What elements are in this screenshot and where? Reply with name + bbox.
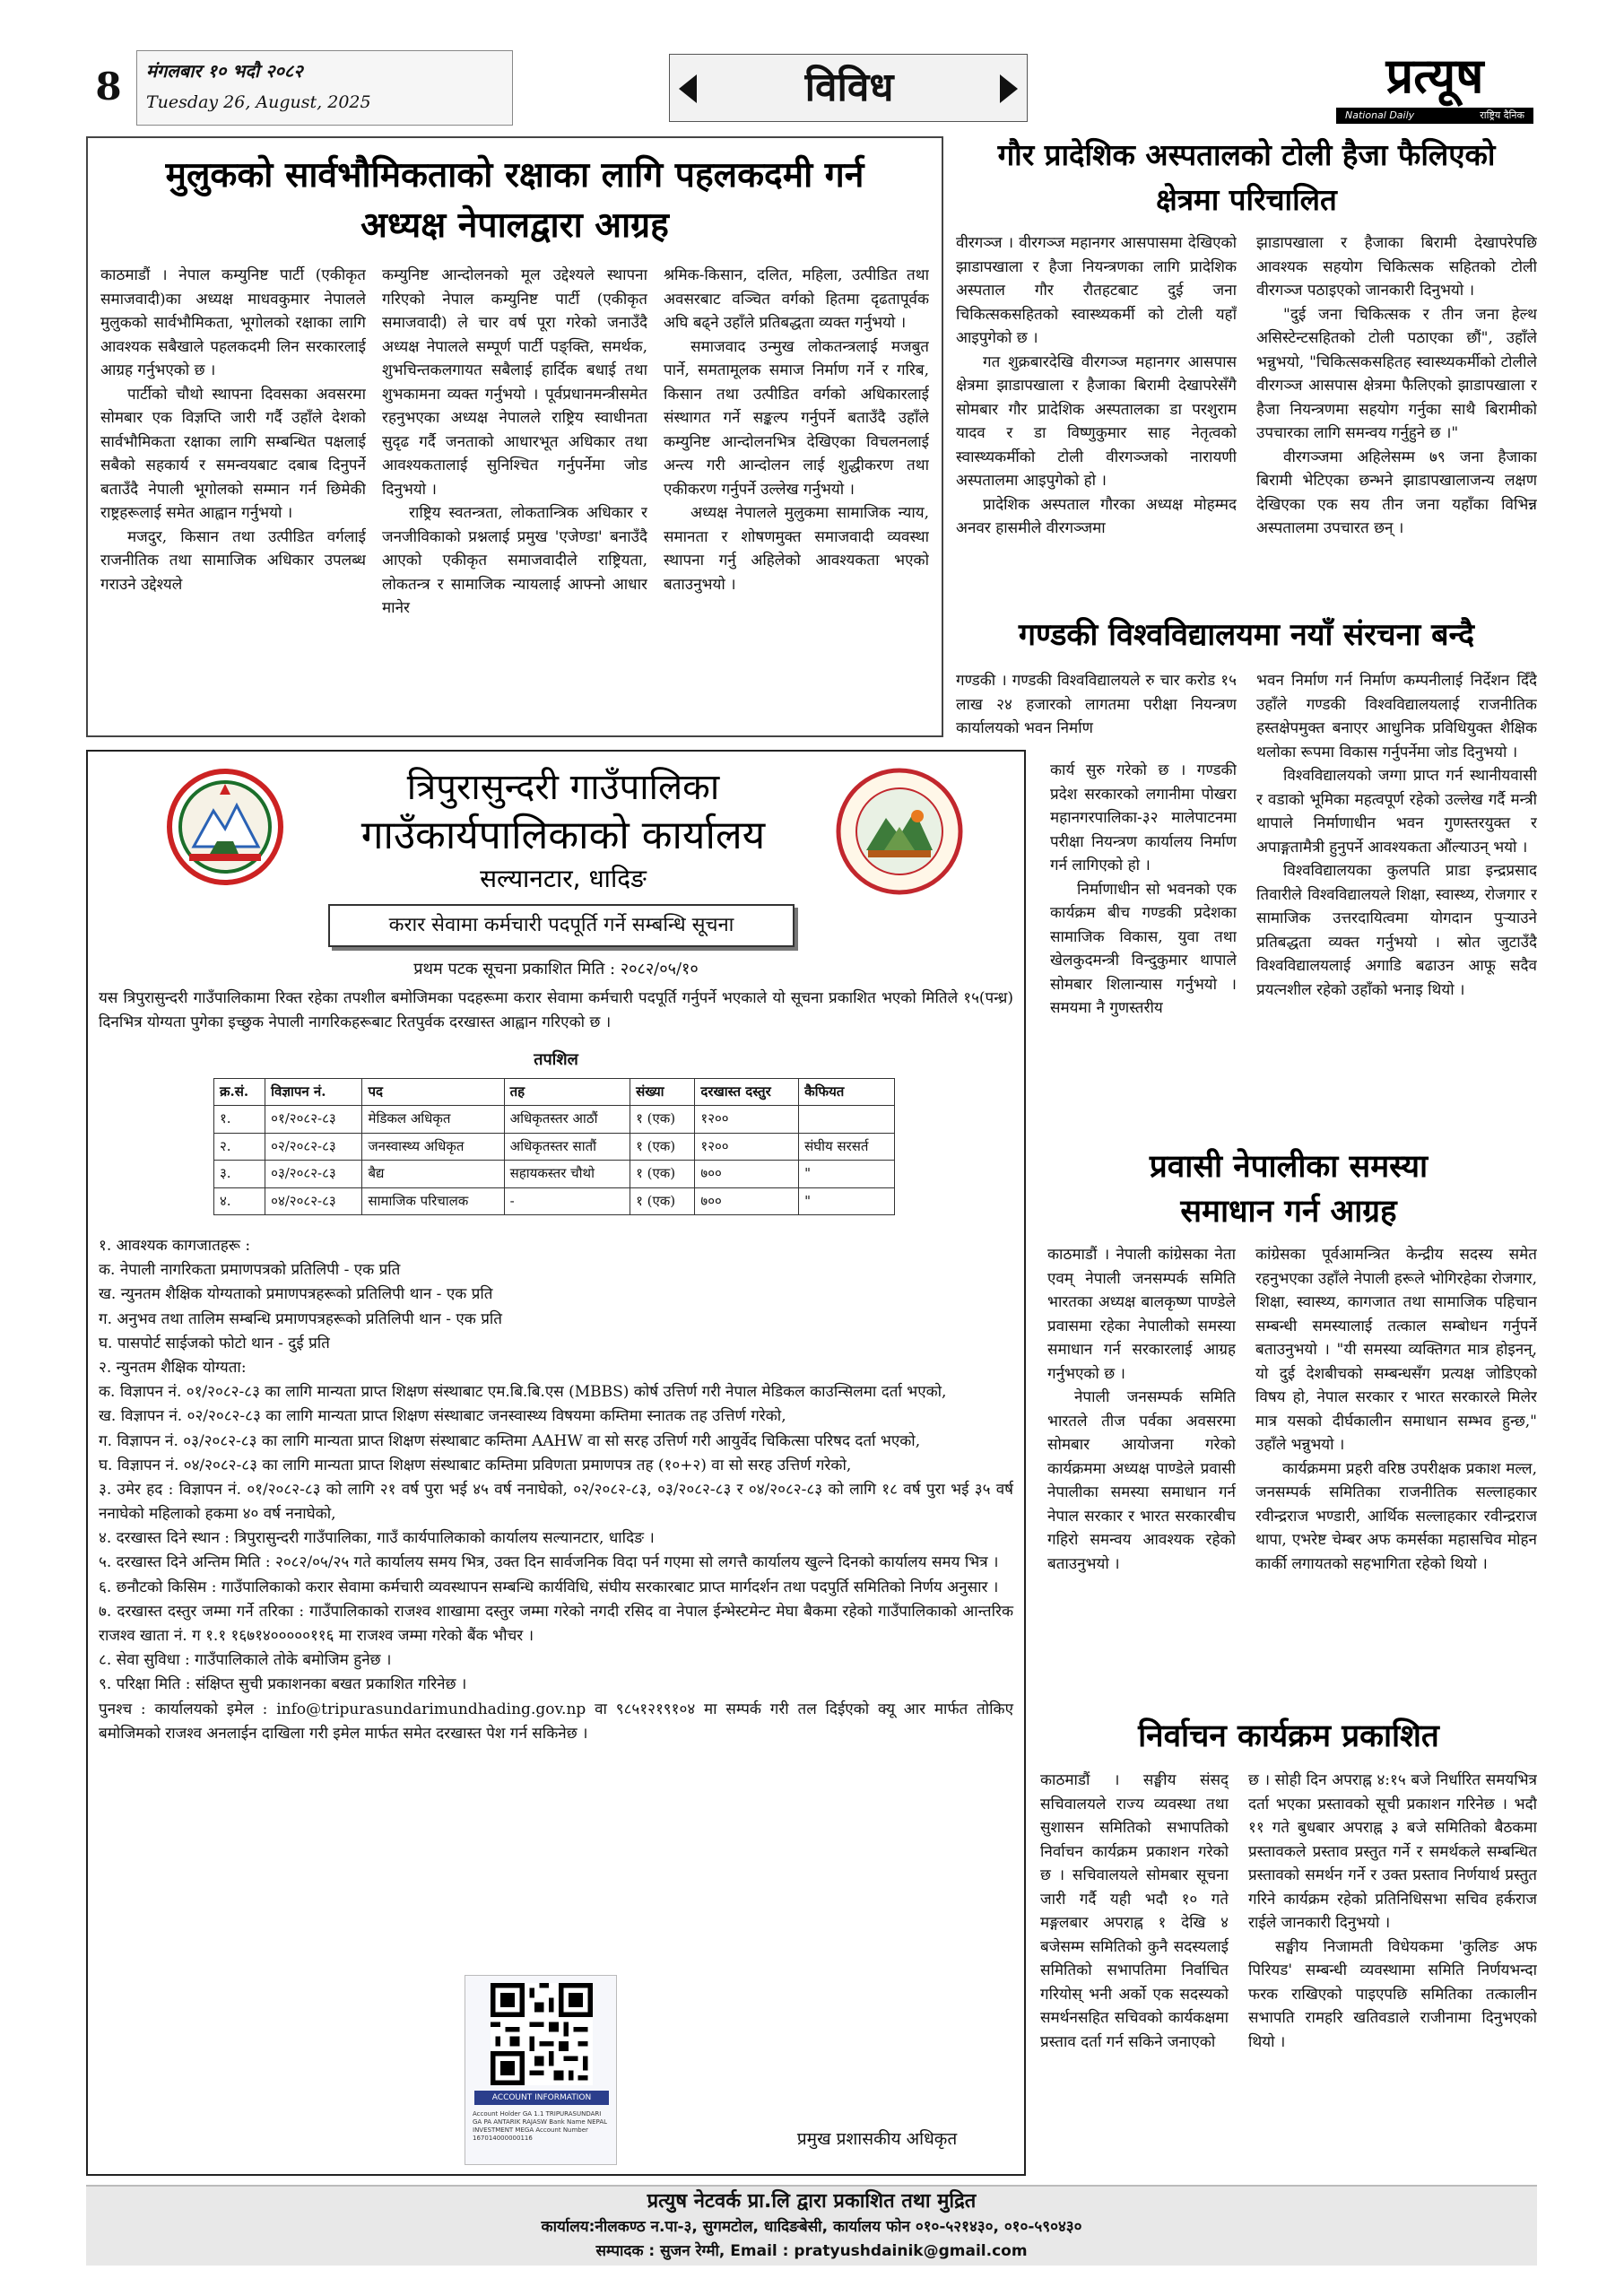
table-cell: बैद्य: [362, 1161, 504, 1187]
qr-code-icon: [491, 1983, 593, 2085]
table-header-cell: संख्या: [630, 1079, 695, 1106]
office-name: गाउँकार्यपालिकाको कार्यालय: [360, 813, 766, 858]
article-gandaki-university: [956, 610, 1537, 1157]
article-column-1: [1040, 1769, 1229, 2163]
article-election: [1040, 1709, 1537, 2176]
logo-sub-right: राष्ट्रिय दैनिक: [1480, 109, 1524, 121]
first-publication-date: प्रथम पटक सूचना प्रकाशित मिति : २०८२/०५/१०: [413, 960, 699, 978]
paragraph: सङ्घीय निजामती विधेयकमा 'कुलिङ अफ पिरियड' सम्बन्धी व्यवस्थामा समिति निर्णयभन्दा फरक राखिएको पाइएपछि समितिका तत्कालीन सभापति रामहरि खतिवडाले राजीनामा दिनुभएको थियो ।: [1248, 1937, 1537, 2051]
article-column-1: [956, 231, 1237, 626]
table-cell: अधिकृतस्तर सातौं: [504, 1133, 630, 1160]
table-cell: अधिकृतस्तर आठौं: [504, 1106, 630, 1133]
left-arrow-icon: [679, 74, 697, 103]
notice-line: घ. विज्ञापन नं. ०४/२०८२-८३ का लागि मान्यता प्राप्त शिक्षण संस्थाबाट कम्तिमा प्रविणता प्रमाणपत्र तह (१०+२) वा सो सरह उत्तिर्ण गरेको,: [99, 1456, 852, 1474]
article-lead: [956, 669, 1237, 759]
paragraph: नेपाली जनसम्पर्क समिति भारतले तीज पर्वका अवसरमा सोमबार आयोजना गरेको कार्यक्रममा अध्यक्ष पाण्डेले प्रवासी नेपालीका समस्या समाधान गर्न नेपाल सरकार र भारत सरकारबीच गहिरो समन्वय आवश्यक रहेको बताउनुभयो ।: [1047, 1388, 1236, 1573]
paragraph: प्रादेशिक अस्पताल गौरका अध्यक्ष मोहम्मद अनवर हासमीले वीरगञ्जमा: [956, 495, 1237, 538]
date-english: Tuesday 26, August, 2025: [146, 92, 371, 112]
article-body: [956, 231, 1537, 626]
notice-line: ग. विज्ञापन नं. ०३/२०८२-८३ का लागि मान्यता प्राप्त शिक्षण संस्थाबाट कम्तिमा AAHW वा सो सरह उत्तिर्ण गरी आयुर्वेद चिकित्सा परिषद दर्ता भएको,: [99, 1431, 921, 1450]
notice-line: १. आवश्यक कागजातहरू :: [99, 1237, 251, 1255]
article-headline: [1040, 1144, 1537, 1234]
notice-line: २. न्युनतम शैक्षिक योग्यता:: [99, 1358, 247, 1377]
table-header-row: [214, 1079, 895, 1106]
logo-band: [1336, 108, 1533, 124]
notice-line: ७. दरखास्त दस्तुर जम्मा गर्ने तरिका : गाउँपालिकाको राजश्व शाखामा दस्तुर जम्मा गरेको नगदी रसिद वा नेपाल ईन्भेस्टमेन्ट मेघा बैकमा रहेको गाउँपालिकाको आन्तरिक राजश्व खाता नं. ग १.१ १६७१४०००००११६ मा राजश्व जम्मा गरेको बैंक भौचर ।: [99, 1602, 1013, 1645]
table-cell: जनस्वास्थ्य अधिकृत: [362, 1133, 504, 1160]
table-cell: ४.: [214, 1187, 265, 1214]
notice-line: ख. विज्ञापन नं. ०२/२०८२-८३ का लागि मान्यता प्राप्त शिक्षण संस्थाबाट जनस्वास्थ्य विषयमा कम्तिमा स्नातक तह उत्तिर्ण गरेको,: [99, 1407, 786, 1426]
notice-line: ग. अनुभव तथा तालिम सम्बन्धि प्रमाणपत्रहरूको प्रतिलिपी थान - एक प्रति: [99, 1309, 502, 1328]
paragraph: वीरगञ्ज । वीरगञ्ज महानगर आसपासमा देखिएको झाडापखाला र हैजा नियन्त्रणका लागि प्रादेशिक अस्पताल गौर रौतहटबाट दुई जना चिकित्सकसहितको स्वास्थ्यकर्मी को टोली यहाँ आइपुगेको छ ।: [956, 234, 1237, 348]
table-cell: ३.: [214, 1161, 265, 1187]
table-cell: [799, 1106, 895, 1133]
table-cell: १२००: [695, 1133, 799, 1160]
paragraph: कार्य सुरु गरेको छ । गण्डकी प्रदेश सरकारको लगानीमा पोखरा महानगरपालिका-३२ मालेपाटनमा परीक्षा नियन्त्रण कार्यालय निर्माण गर्न लागिएको हो ।: [1050, 761, 1237, 875]
table-row: [214, 1133, 895, 1160]
table-cell: २.: [214, 1133, 265, 1160]
masthead-logo: [1333, 50, 1537, 126]
paragraph: काठमाडौं । सङ्घीय संसद् सचिवालयले राज्य व्यवस्था तथा सुशासन समितिको सभापतिको निर्वाचन कार्यक्रम प्रकाशन गरेको छ । सचिवालयले सोमबार सूचना जारी गर्दै यही भदौ १० गते मङ्गलबार अपराह्न १ देखि ४ बजेसम्म समितिको कुनै सदस्यलाई समितिको सभापतिमा निर्वाचित गरियोस् भनी अर्को एक सदस्यको समर्थनसहित सचिवको कार्यकक्षमा प्रस्ताव दर्ता गर्न सकिने जनाएको: [1040, 1771, 1229, 2051]
article-body: [100, 264, 929, 721]
table-row: [214, 1187, 895, 1214]
page-header: [86, 50, 1537, 127]
headline-line-2: समाधान गर्न आग्रह: [1180, 1194, 1397, 1230]
paragraph: समाजवाद उन्मुख लोकतन्त्रलाई मजबुत पार्ने, समतामूलक समाज निर्माण गर्ने र गरिब, किसान तथा उत्पीडित वर्गको अधिकारलाई संस्थागत गर्ने सङ्कल्प गर्नुपर्ने बताउँदै उहाँले कम्युनिष्ट आन्दोलनभित्र देखिएका विचलनलाई अन्त्य गरी आन्दोलन लाई शुद्धीकरण तथा एकीकरण गर्नुपर्ने उल्लेख गर्नुभयो ।: [664, 337, 929, 499]
notice-line: ३. उमेर हद : विज्ञापन नं. ०१/२०८२-८३ को लागि २१ वर्ष पुरा भई ४५ वर्ष ननाघेको, ०२/२०८२-८३, ०३/२०८२-८३ र ०४/२०८२-८३ को लागि १८ वर्ष पुरा भई ३५ वर्ष ननाघेको महिलाको हकमा ४० वर्ष ननाघेको,: [99, 1480, 1013, 1524]
notice-lines: [99, 1234, 1013, 1746]
notice-line: ६. छनौटको किसिम : गाउँपालिकाको करार सेवामा कर्मचारी व्यवस्थापन सम्बन्धि कार्यविधि, संघीय सरकारबाट प्राप्त मार्गदर्शन तथा पदपुर्ति समितिको निर्णय अनुसार ।: [99, 1578, 999, 1596]
paragraph: छ । सोही दिन अपराह्न ४:१५ बजे निर्धारित समयभित्र दर्ता भएका प्रस्तावको सूची प्रकाशन गरिनेछ । भदौ ११ गते बुधबार अपराह्न ३ बजे समितिको बैठकमा प्रस्तावकले प्रस्ताव प्रस्तुत गर्ने र समर्थकले सम्बन्धित प्रस्तावको समर्थन गर्ने र उक्त प्रस्ताव निर्णयार्थ प्रस्तुत गरिने कार्यक्रम रहेको प्रतिनिधिसभा सचिव हर्कराज राईले जानकारी दिनुभयो ।: [1248, 1771, 1537, 1933]
office-location: सल्यानटार, धादिङ: [480, 864, 647, 893]
paragraph: मजदुर, किसान तथा उत्पीडित वर्गलाई राजनीतिक तथा सामाजिक अधिकार उपलब्ध गराउने उद्देश्यले: [100, 527, 366, 594]
paragraph: झाडापखाला र हैजाका बिरामी देखापरेपछि आवश्यक सहयोग चिकित्सक सहितको टोली वीरगञ्ज पठाइएको जानकारी दिनुभयो ।: [1256, 234, 1537, 300]
paragraph: गण्डकी । गण्डकी विश्वविद्यालयले रु चार करोड १५ लाख २४ हजारको लागतमा परीक्षा नियन्त्रण कार्यालयको भवन निर्माण: [956, 672, 1237, 738]
table-cell: ७००: [695, 1161, 799, 1187]
logo-sub-left: National Daily: [1345, 109, 1415, 121]
table-cell: ": [799, 1161, 895, 1187]
paragraph: पार्टीको चौथो स्थापना दिवसका अवसरमा सोमबार एक विज्ञप्ति जारी गर्दै उहाँले देशको सार्वभौमिकता रक्षाका लागि सम्बन्धित पक्षलाई सबैको सहकार्य र समन्वयबाट दबाब दिनुपर्ने बताउँदै नेपाली भूगोलको सम्मान गर्न छिमेकी राष्ट्रहरूलाई समेत आह्वान गर्नुभयो ।: [100, 385, 366, 523]
paragraph: श्रमिक-किसान, दलित, महिला, उत्पीडित तथा अवसरबाट वञ्चित वर्गको हितमा दृढतापूर्वक अघि बढ्ने उहाँले प्रतिबद्धता व्यक्त गर्नुभयो ।: [664, 266, 929, 333]
article-cholera: [956, 133, 1537, 635]
table-cell: १ (एक): [630, 1161, 695, 1187]
footer-office: कार्यालय:नीलकण्ठ न.पा-३, सुगमटोल, धादिङबेसी, कार्यालय फोन ०१०-५२१४३०, ०१०-५९०४३०: [541, 2218, 1082, 2236]
article-body: [1040, 1769, 1537, 2163]
table-header-cell: तह: [504, 1079, 630, 1106]
paragraph: राष्ट्रिय स्वतन्त्रता, लोकतान्त्रिक अधिकार र जनजीविकाको प्रश्नलाई प्रमुख 'एजेण्डा' बनाउँदै आएको एकीकृत समाजवादीले राष्ट्रियता, लोकतन्त्र र सामाजिक न्यायलाई आफ्नो आधार मानेर: [382, 504, 647, 618]
table-row: [214, 1161, 895, 1187]
notice-line: पुनश्च : कार्यालयको इमेल : info@tripurasundarimundhading.gov.np वा ९८५१२१९१०४ मा सम्पर्क गरी तल दिईएको क्यू आर मार्फत तोकिए बमोजिमको राजश्व अनलाईन दाखिला गरी इमेल मार्फत समेत दरखास्त पेश गर्न सकिनेछ ।: [99, 1700, 1013, 1743]
org-name: त्रिपुरासुन्दरी गाउँपालिका: [406, 767, 720, 808]
paragraph: कार्यक्रममा प्रहरी वरिष्ठ उपरीक्षक प्रकाश मल्ल, जनसम्पर्क समितिका राजनीतिक सल्लाहकार रवीन्द्रराज भण्डारी, आर्थिक सल्लाहकार रवीन्द्रराज थापा, एभरेष्ट चेम्बर अफ कमर्सका महासचिव मोहन कार्की लगायतको सहभागिता रहेको थियो ।: [1255, 1459, 1537, 1573]
paragraph: वीरगञ्जमा अहिलेसम्म ७९ जना हैजाका बिरामी भेटिएका छन्भने झाडापखालाजन्य लक्षण देखिएका एक सय तीन जना यहाँका विभिन्न अस्पतालमा उपचारत छन् ।: [1256, 448, 1537, 538]
notice-intro: यस त्रिपुरासुन्दरी गाउँपालिकामा रिक्त रहेका तपशील बमोजिमका पदहरूमा करार सेवामा कर्मचारी पदपूर्ति गर्नुपर्ने भएकाले यो सूचना प्रकाशित भएको मितिले १५(पन्ध्र) दिनभित्र योग्यता पुगेका इच्छुक नेपाली नागरिकहरूबाट रितपुर्वक दरखास्त आह्वान गरिएको छ ।: [99, 989, 1013, 1032]
table-header-cell: दरखास्त दस्तुर: [695, 1079, 799, 1106]
paragraph: कम्युनिष्ट आन्दोलनको मूल उद्देश्यले स्थापना गरिएको नेपाल कम्युनिष्ट पार्टी (एकीकृत समाजवादी) ले चार वर्ष पूरा गरेको जनाउँदै अध्यक्ष नेपालले सम्पूर्ण पार्टी पङ्क्ति, समर्थक, शुभचिन्तकलगायत सबैलाई हार्दिक बधाई तथा शुभकामना व्यक्त गर्नुभयो । पूर्वप्रधानमन्त्रीसमेत रहनुभएका अध्यक्ष नेपालले राष्ट्रिय स्वाधीनता सुदृढ गर्दै जनताको आधारभूत अधिकार तथा आवश्यकतालाई सुनिश्चित गर्नुपर्नेमा जोड दिनुभयो ।: [382, 266, 647, 499]
logo-text: प्रत्यूष: [1385, 48, 1484, 104]
table-cell: १२००: [695, 1106, 799, 1133]
qr-code-block: [465, 1975, 617, 2165]
table-header-cell: कैफियत: [799, 1079, 895, 1106]
paragraph: "दुई जना चिकित्सक र तीन जना हेल्थ असिस्टेन्टसहितको टोली पठाएका छौं", उहाँले भन्नुभयो, "चिकित्सकसहितह स्वास्थ्यकर्मीको टोलीले वीरगञ्ज आसपास क्षेत्रमा फैलिएको झाडापखाला र हैजा नियन्त्रणमा सहयोग गर्नुका साथै बिरामीको उपचारका लागि समन्वय गर्नुहुने छ ।": [1256, 305, 1537, 443]
notice-line: क. नेपाली नागरिकता प्रमाणपत्रको प्रतिलिपी - एक प्रति: [99, 1261, 401, 1280]
signature-title: प्रमुख प्रशासकीय अधिकृत: [796, 2129, 958, 2149]
table-cell: संघीय सरसर्त: [799, 1133, 895, 1160]
table-header-cell: विज्ञापन नं.: [265, 1079, 362, 1106]
table-cell: ७००: [695, 1187, 799, 1214]
article-column-2: [1248, 1769, 1537, 2163]
qr-caption: ACCOUNT INFORMATION: [474, 2091, 609, 2105]
page-number: 8: [95, 65, 122, 109]
table-cell: सामाजिक परिचालक: [362, 1187, 504, 1214]
headline-line-1: गौर प्रादेशिक अस्पतालको टोली हैजा फैलिएको: [997, 137, 1496, 172]
notice-title: करार सेवामा कर्मचारी पदपूर्ति गर्ने सम्बन्धि सूचना: [388, 914, 734, 936]
table-header-cell: क्र.सं.: [214, 1079, 265, 1106]
table-cell: ": [799, 1187, 895, 1214]
footer-publisher: प्रत्युष नेटवर्क प्रा.लि द्वारा प्रकाशित तथा मुद्रित: [647, 2190, 977, 2213]
article-headline: निर्वाचन कार्यक्रम प्रकाशित: [1138, 1718, 1439, 1754]
table-cell: १ (एक): [630, 1187, 695, 1214]
paragraph: काठमाडौं । नेपाल कम्युनिष्ट पार्टी (एकीकृत समाजवादी)का अध्यक्ष माधवकुमार नेपालले मुलुकको सार्वभौमिकता, भूगोलको रक्षाका लागि आवश्यक सबैखाले पहलकदमी लिन सरकारलाई आग्रह गर्नुभएको छ ।: [100, 266, 366, 380]
notice-line: घ. पासपोर्ट साईजको फोटो थान - दुई प्रति: [99, 1334, 330, 1352]
article-sovereignty: [86, 136, 943, 737]
headline-line-1: प्रवासी नेपालीका समस्या: [1149, 1149, 1429, 1185]
paragraph: निर्माणाधीन सो भवनको एक कार्यक्रम बीच गण्डकी प्रदेशका सामाजिक विकास, युवा तथा खेलकुदमन्त्री विन्दुकुमार थापाले सोमबार शिलान्यास गर्नुभयो । समयमा नै गुणस्तरीय: [1050, 880, 1237, 1018]
paragraph: विश्वविद्यालयको जग्गा प्राप्त गर्न स्थानीयवासी र वडाको भूमिका महत्वपूर्ण रहेको उल्लेख गर्दै मन्त्री थापाले निर्माणाधीन भवन गुणस्तरयुक्त र अपाङ्गतामैत्री हुनुपर्ने आवश्यकता औंल्याउन् भयो ।: [1256, 767, 1537, 857]
table-cell: सहायकस्तर चौथो: [504, 1161, 630, 1187]
table-cell: ०२/२०८२-८३: [265, 1133, 362, 1160]
paragraph: विश्वविद्यालयका कुलपति प्राडा इन्द्रप्रसाद तिवारीले विश्वविद्यालयले शिक्षा, स्वास्थ्य, रोजगार र सामाजिक उत्तरदायित्वमा योगदान पुऱ्याउने प्रतिबद्धता व्यक्त गर्नुभयो । स्रोत जुटाउँदै विश्वविद्यालयलाई अगाडि बढाउन आफू सदैव प्रयत्नशील रहेको उहाँको भनाइ थियो ।: [1256, 862, 1537, 999]
paragraph: कांग्रेसका पूर्वआमन्त्रित केन्द्रीय सदस्य समेत रहनुभएका उहाँले नेपाली हरूले भोगिरहेका रोजगार, शिक्षा, स्वास्थ्य, कागजात तथा सामाजिक पहिचान सम्बन्धी समस्यालाई तत्काल सम्बोधन गर्नुपर्ने बताउनुभयो । "यी समस्या व्यक्तिगत मात्र होइनन्, यो दुई देशबीचको सम्बन्धसँग प्रत्यक्ष जोडिएको विषय हो, नेपाल सरकार र भारत सरकारले मिलेर मात्र यसको दीर्घकालीन समाधान सम्भव हुन्छ," उहाँले भन्नुभयो ।: [1255, 1246, 1537, 1455]
notice-line: ख. न्युनतम शैक्षिक योग्यताको प्रमाणपत्रहरूको प्रतिलिपी थान - एक प्रति: [99, 1285, 493, 1304]
headline-line-1: मुलुकको सार्वभौमिकताको रक्षाका लागि पहलकदमी गर्न: [165, 155, 864, 196]
qr-account-info: Account Holder GA 1.1 TRIPURASUNDARI GA PA ANTARIK RAJASW Bank Name NEPAL INVESTMENT MEGA Account Number 167014000000116: [473, 2110, 608, 2142]
table-cell: मेडिकल अधिकृत: [362, 1106, 504, 1133]
right-arrow-icon: [1000, 74, 1018, 103]
date-nepali: मंगलबार १० भदौ २०८२: [146, 60, 303, 82]
article-column-3: [664, 264, 929, 721]
table-row: [214, 1106, 895, 1133]
date-box: [136, 50, 513, 126]
municipality-seal-icon: [832, 764, 967, 899]
table-cell: ०४/२०८२-८३: [265, 1187, 362, 1214]
table-cell: -: [504, 1187, 630, 1214]
table-cell: ०३/२०८२-८३: [265, 1161, 362, 1187]
vacancy-table: [213, 1078, 895, 1215]
notice-line: ८. सेवा सुविधा : गाउँपालिकाले तोके बमोजिम हुनेछ ।: [99, 1651, 392, 1670]
article-column-1: [100, 264, 366, 721]
article-column-2: [1256, 669, 1537, 1153]
article-diaspora-column-2: [1255, 1243, 1537, 1709]
article-column-1: [1050, 759, 1237, 1153]
notice-title-box: [328, 904, 795, 947]
table-cell: १.: [214, 1106, 265, 1133]
paragraph: भवन निर्माण गर्न निर्माण कम्पनीलाई निर्देशन दिँदै उहाँले गण्डकी विश्वविद्यालयलाई राजनीतिक हस्तक्षेपमुक्त बनाएर आधुनिक प्रविधियुक्त शैक्षिक थलोका रूपमा विकास गर्नुपर्नेमा जोड दिनुभयो ।: [1256, 672, 1537, 761]
headline-line-2: क्षेत्रमा परिचालित: [1156, 182, 1337, 217]
article-diaspora: [1040, 1144, 1537, 1234]
footer-editor: सम्पादक : सुजन रेग्मी, Email : pratyushdainik@gmail.com: [595, 2242, 1028, 2260]
notice-line: क. विज्ञापन नं. ०१/२०८२-८३ का लागि मान्यता प्राप्त शिक्षण संस्थाबाट एम.बि.बि.एस (MBBS) कोर्ष उत्तिर्ण गरी नेपाल मेडिकल काउन्सिलमा दर्ता भएको,: [99, 1383, 947, 1402]
headline-line-2: अध्यक्ष नेपालद्वारा आग्रह: [360, 205, 669, 246]
article-headline: [100, 151, 929, 251]
paragraph: गत शुक्रबारदेखि वीरगञ्ज महानगर आसपास क्षेत्रमा झाडापखाला र हैजाका बिरामी देखापरेसँगै सोमबार गौर प्रादेशिक अस्पतालका डा परशुराम यादव र डा विष्णुकुमार साह नेतृत्वको स्वास्थ्यकर्मीको टोली वीरगञ्जको नारायणी अस्पतालमा आइपुगेको हो ।: [956, 352, 1237, 491]
page-footer: [86, 2185, 1537, 2266]
table-title: तपशिल: [534, 1050, 578, 1069]
notice-line: ४. दरखास्त दिने स्थान : त्रिपुरासुन्दरी गाउँपालिका, गाउँ कार्यपालिकाको कार्यालय सल्यानटार, धादिङ ।: [99, 1529, 655, 1548]
section-box: [669, 54, 1028, 122]
article-headline: गण्डकी विश्वविद्यालयमा नयाँ संरचना बन्दै: [1018, 617, 1475, 653]
paragraph: अध्यक्ष नेपालले मुलुकमा सामाजिक न्याय, समानता र शोषणमुक्त समाजवादी व्यवस्था स्थापना गर्नु अहिलेको आवश्यकता भएको बताउनुभयो ।: [664, 504, 929, 594]
paragraph: काठमाडौं । नेपाली कांग्रेसका नेता एवम् नेपाली जनसम्पर्क समिति भारतका अध्यक्ष बालकृष्ण पाण्डेले प्रवासमा रहेका नेपालीको समस्या समाधान गर्न सरकारलाई आग्रह गर्नुभएको छ ।: [1047, 1246, 1236, 1383]
notice-line: ९. परिक्षा मिति : संक्षिप्त सुची प्रकाशनका बखत प्रकाशित गरिनेछ ।: [99, 1675, 467, 1694]
article-headline: [956, 133, 1537, 222]
table-cell: ०१/२०८२-८३: [265, 1106, 362, 1133]
vacancy-notice: [86, 750, 1026, 2176]
article-column-2: [382, 264, 647, 721]
section-title: विविध: [804, 65, 894, 110]
table-cell: १ (एक): [630, 1133, 695, 1160]
table-header-cell: पद: [362, 1079, 504, 1106]
notice-line: ५. दरखास्त दिने अन्तिम मिति : २०८२/०५/२५ गते कार्यालय समय भित्र, उक्त दिन सार्वजनिक विदा पर्न गएमा सो लगत्तै कार्यालय खुल्ने दिनको कार्यालय समय भित्र ।: [99, 1553, 999, 1572]
article-diaspora-column-1: [1047, 1243, 1236, 1709]
table-cell: १ (एक): [630, 1106, 695, 1133]
article-column-2: [1256, 231, 1537, 626]
nepal-emblem-icon: [158, 764, 292, 890]
